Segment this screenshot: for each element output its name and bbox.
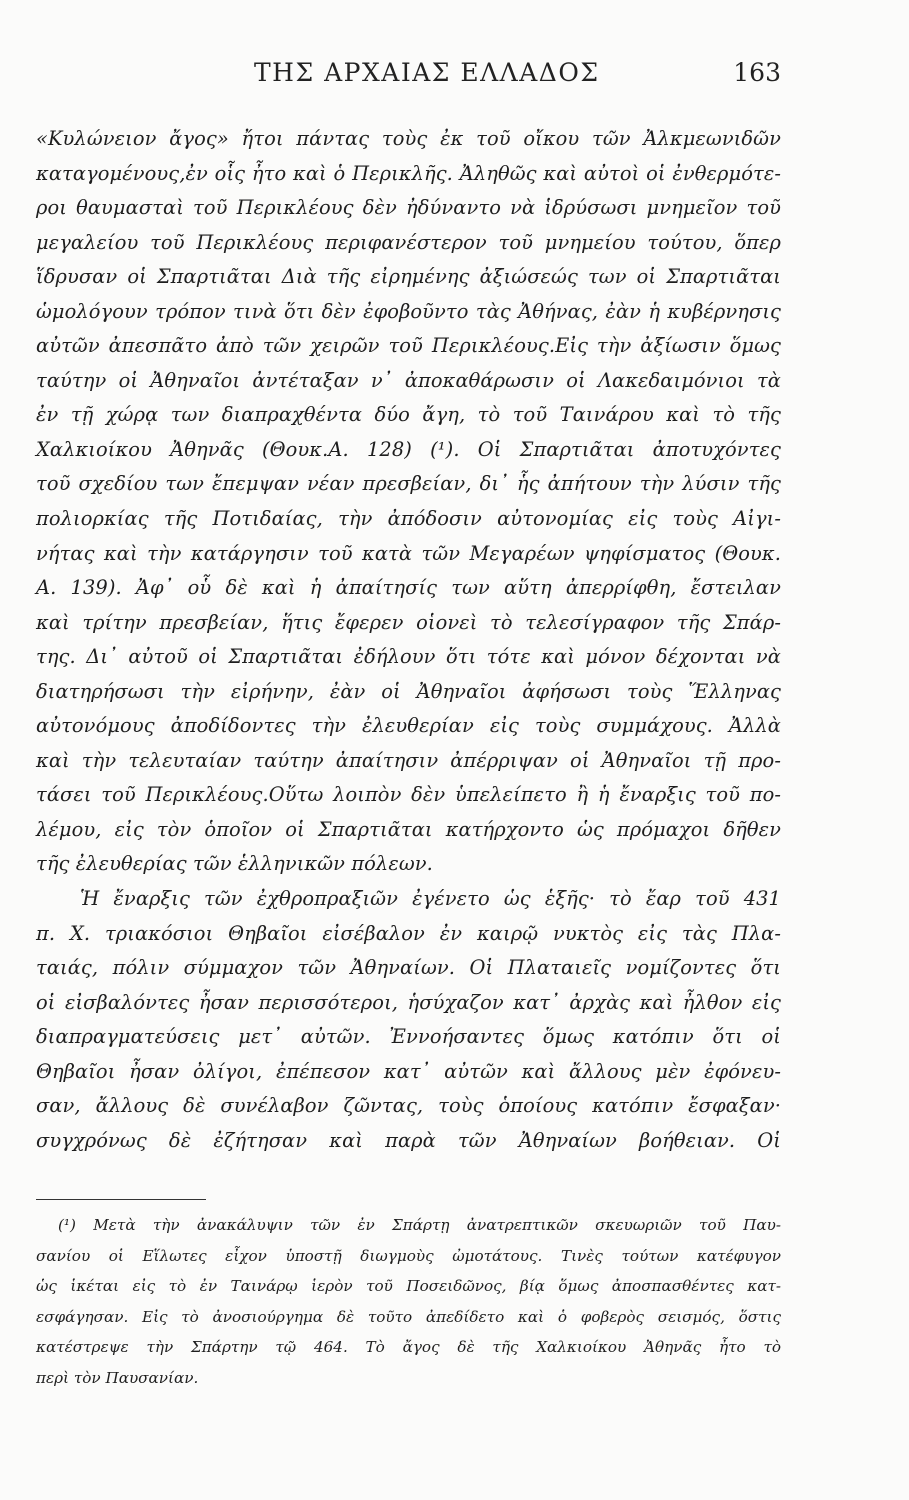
text-line: πολιορκίας τῆς Ποτιδαίας, τὴν ἀπόδοσιν αὐτονομίας εἰς τοὺς Αἰγι-	[36, 507, 781, 531]
footnote-line: σανίου οἱ Εἵλωτες εἶχον ὑποστῇ διωγμοὺς ὠμοτάτους. Τινὲς τούτων κατέφυγον	[36, 1246, 781, 1265]
text-line: καὶ τρίτην πρεσβείαν, ἥτις ἔφερεν οἱονεὶ τὸ τελεσίγραφον τῆς Σπάρ-	[36, 610, 781, 634]
text-line: Χαλκιοίκου Ἀθηνᾶς (Θουκ.Α. 128) (¹). Οἱ Σπαρτιᾶται ἀποτυχόντες	[36, 437, 781, 461]
text-line: της. Δι᾽ αὐτοῦ οἱ Σπαρτιᾶται ἐδήλουν ὅτι τότε καὶ μόνον δέχονται νὰ	[36, 645, 781, 669]
text-line: Θηβαῖοι ἦσαν ὀλίγοι, ἐπέπεσον κατ᾽ αὐτῶν καὶ ἄλλους μὲν ἐφόνευ-	[36, 1059, 781, 1083]
text-line: μεγαλείου τοῦ Περικλέους περιφανέστερον τοῦ μνημείου τούτου, ὅπερ	[36, 230, 781, 254]
text-line: τάσει τοῦ Περικλέους.Οὕτω λοιπὸν δὲν ὑπελείπετο ἢ ἡ ἔναρξις τοῦ πο-	[36, 783, 781, 807]
text-line: ταιάς, πόλιν σύμμαχον τῶν Ἀθηναίων. Οἱ Πλαταιεῖς νομίζοντες ὅτι	[36, 956, 781, 980]
footnote-line: κατέστρεψε τὴν Σπάρτην τῷ 464. Τὸ ἄγος δὲ τῆς Χαλκιοίκου Ἀθηνᾶς ἦτο τὸ	[36, 1338, 781, 1356]
text-line: αὐτῶν ἀπεσπᾶτο ἀπὸ τῶν χειρῶν τοῦ Περικλέους.Εἰς τὴν ἀξίωσιν ὅμως	[36, 334, 781, 358]
text-line: τοῦ σχεδίου των ἔπεμψαν νέαν πρεσβείαν, δι᾽ ἧς ἀπήτουν τὴν λύσιν τῆς	[36, 472, 781, 496]
running-title: ΤΗΣ ΑΡΧΑΙΑΣ ΕΛΛΑΔΟΣ	[254, 58, 600, 87]
text-line: διατηρήσωσι τὴν εἰρήνην, ἐὰν οἱ Ἀθηναῖοι ἀφήσωσι τοὺς Ἕλληνας	[36, 679, 781, 703]
text-line: διαπραγματεύσεις μετ᾽ αὐτῶν. Ἐννοήσαντες ὅμως κατόπιν ὅτι οἱ	[36, 1025, 781, 1049]
text-line: ὡμολόγουν τρόπον τινὰ ὅτι δὲν ἐφοβοῦντο τὰς Ἀθήνας, ἐὰν ἡ κυβέρνησις	[36, 299, 781, 323]
footnote-line: περὶ τὸν Παυσανίαν.	[36, 1368, 199, 1387]
text-line: καὶ τὴν τελευταίαν ταύτην ἀπαίτησιν ἀπέρριψαν οἱ Ἀθηναῖοι τῇ προ-	[36, 748, 781, 772]
text-line: ἵδρυσαν οἱ Σπαρτιᾶται Διὰ τῆς εἰρημένης ἀξιώσεώς των οἱ Σπαρτιᾶται	[36, 265, 781, 289]
main-text	[36, 122, 781, 1158]
text-line: ταύτην οἱ Ἀθηναῖοι ἀντέταξαν ν᾽ ἀποκαθάρωσιν οἱ Λακεδαιμόνιοι τὰ	[36, 368, 781, 392]
running-header	[36, 58, 781, 92]
text-line: Α. 139). Ἀφ᾽ οὗ δὲ καὶ ἡ ἀπαίτησίς των αὕτη ἀπερρίφθη, ἔστειλαν	[36, 576, 781, 600]
text-line: ροι θαυμασταὶ τοῦ Περικλέους δὲν ἠδύναντο νὰ ἱδρύσωσι μνημεῖον τοῦ	[36, 196, 781, 220]
text-line: οἱ εἰσβαλόντες ἦσαν περισσότεροι, ἡσύχαζον κατ᾽ ἀρχὰς καὶ ἦλθον εἰς	[36, 990, 781, 1014]
text-line: π. Χ. τριακόσιοι Θηβαῖοι εἰσέβαλον ἐν καιρῷ νυκτὸς εἰς τὰς Πλα-	[36, 921, 781, 945]
footnote-line: ὡς ἱκέται εἰς τὸ ἐν Ταινάρῳ ἱερὸν τοῦ Ποσειδῶνος, βίᾳ ὅμως ἀποσπασθέντες κατ-	[36, 1277, 781, 1295]
text-line: «Κυλώνειον ἄγος» ἤτοι πάντας τοὺς ἐκ τοῦ οἴκου τῶν Ἀλκμεωνιδῶν	[36, 127, 781, 150]
page-number: 163	[733, 58, 781, 87]
footnote-line: (¹) Μετὰ τὴν ἀνακάλυψιν τῶν ἐν Σπάρτῃ ἀνατρεπτικῶν σκευωριῶν τοῦ Παυ-	[58, 1216, 781, 1234]
text-line: ἐν τῇ χώρᾳ των διαπραχθέντα δύο ἄγη, τὸ τοῦ Ταινάρου καὶ τὸ τῆς	[36, 403, 781, 427]
text-line: καταγομένους,ἐν οἷς ἦτο καὶ ὁ Περικλῆς. Ἀληθῶς καὶ αὐτοὶ οἱ ἐνθερμότε-	[36, 161, 781, 185]
footnote-line: εσφάγησαν. Εἰς τὸ ἀνοσιούργημα δὲ τοῦτο ἀπεδίδετο καὶ ὁ φοβερὸς σεισμός, ὅστις	[36, 1307, 781, 1326]
footnote-divider	[36, 1199, 206, 1200]
text-line: σαν, ἄλλους δὲ συνέλαβον ζῶντας, τοὺς ὁποίους κατόπιν ἔσφαξαν·	[36, 1094, 781, 1118]
text-line: νήτας καὶ τὴν κατάργησιν τοῦ κατὰ τῶν Μεγαρέων ψηφίσματος (Θουκ.	[36, 541, 781, 565]
text-line: αὐτονόμους ἀποδίδοντες τὴν ἐλευθερίαν εἰς τοὺς συμμάχους. Ἀλλὰ	[36, 714, 781, 738]
paragraph-start-line: Ἡ ἔναρξις τῶν ἐχθροπραξιῶν ἐγένετο ὡς ἑξῆς· τὸ ἔαρ τοῦ 431	[80, 887, 781, 911]
text-line: συγχρόνως δὲ ἐζήτησαν καὶ παρὰ τῶν Ἀθηναίων βοήθειαν. Οἱ	[36, 1128, 781, 1152]
text-line: λέμου, εἰς τὸν ὁποῖον οἱ Σπαρτιᾶται κατήρχοντο ὡς πρόμαχοι δῆθεν	[36, 817, 781, 841]
paragraph-end-line: τῆς ἐλευθερίας τῶν ἑλληνικῶν πόλεων.	[36, 852, 433, 876]
footnote	[36, 1210, 781, 1393]
